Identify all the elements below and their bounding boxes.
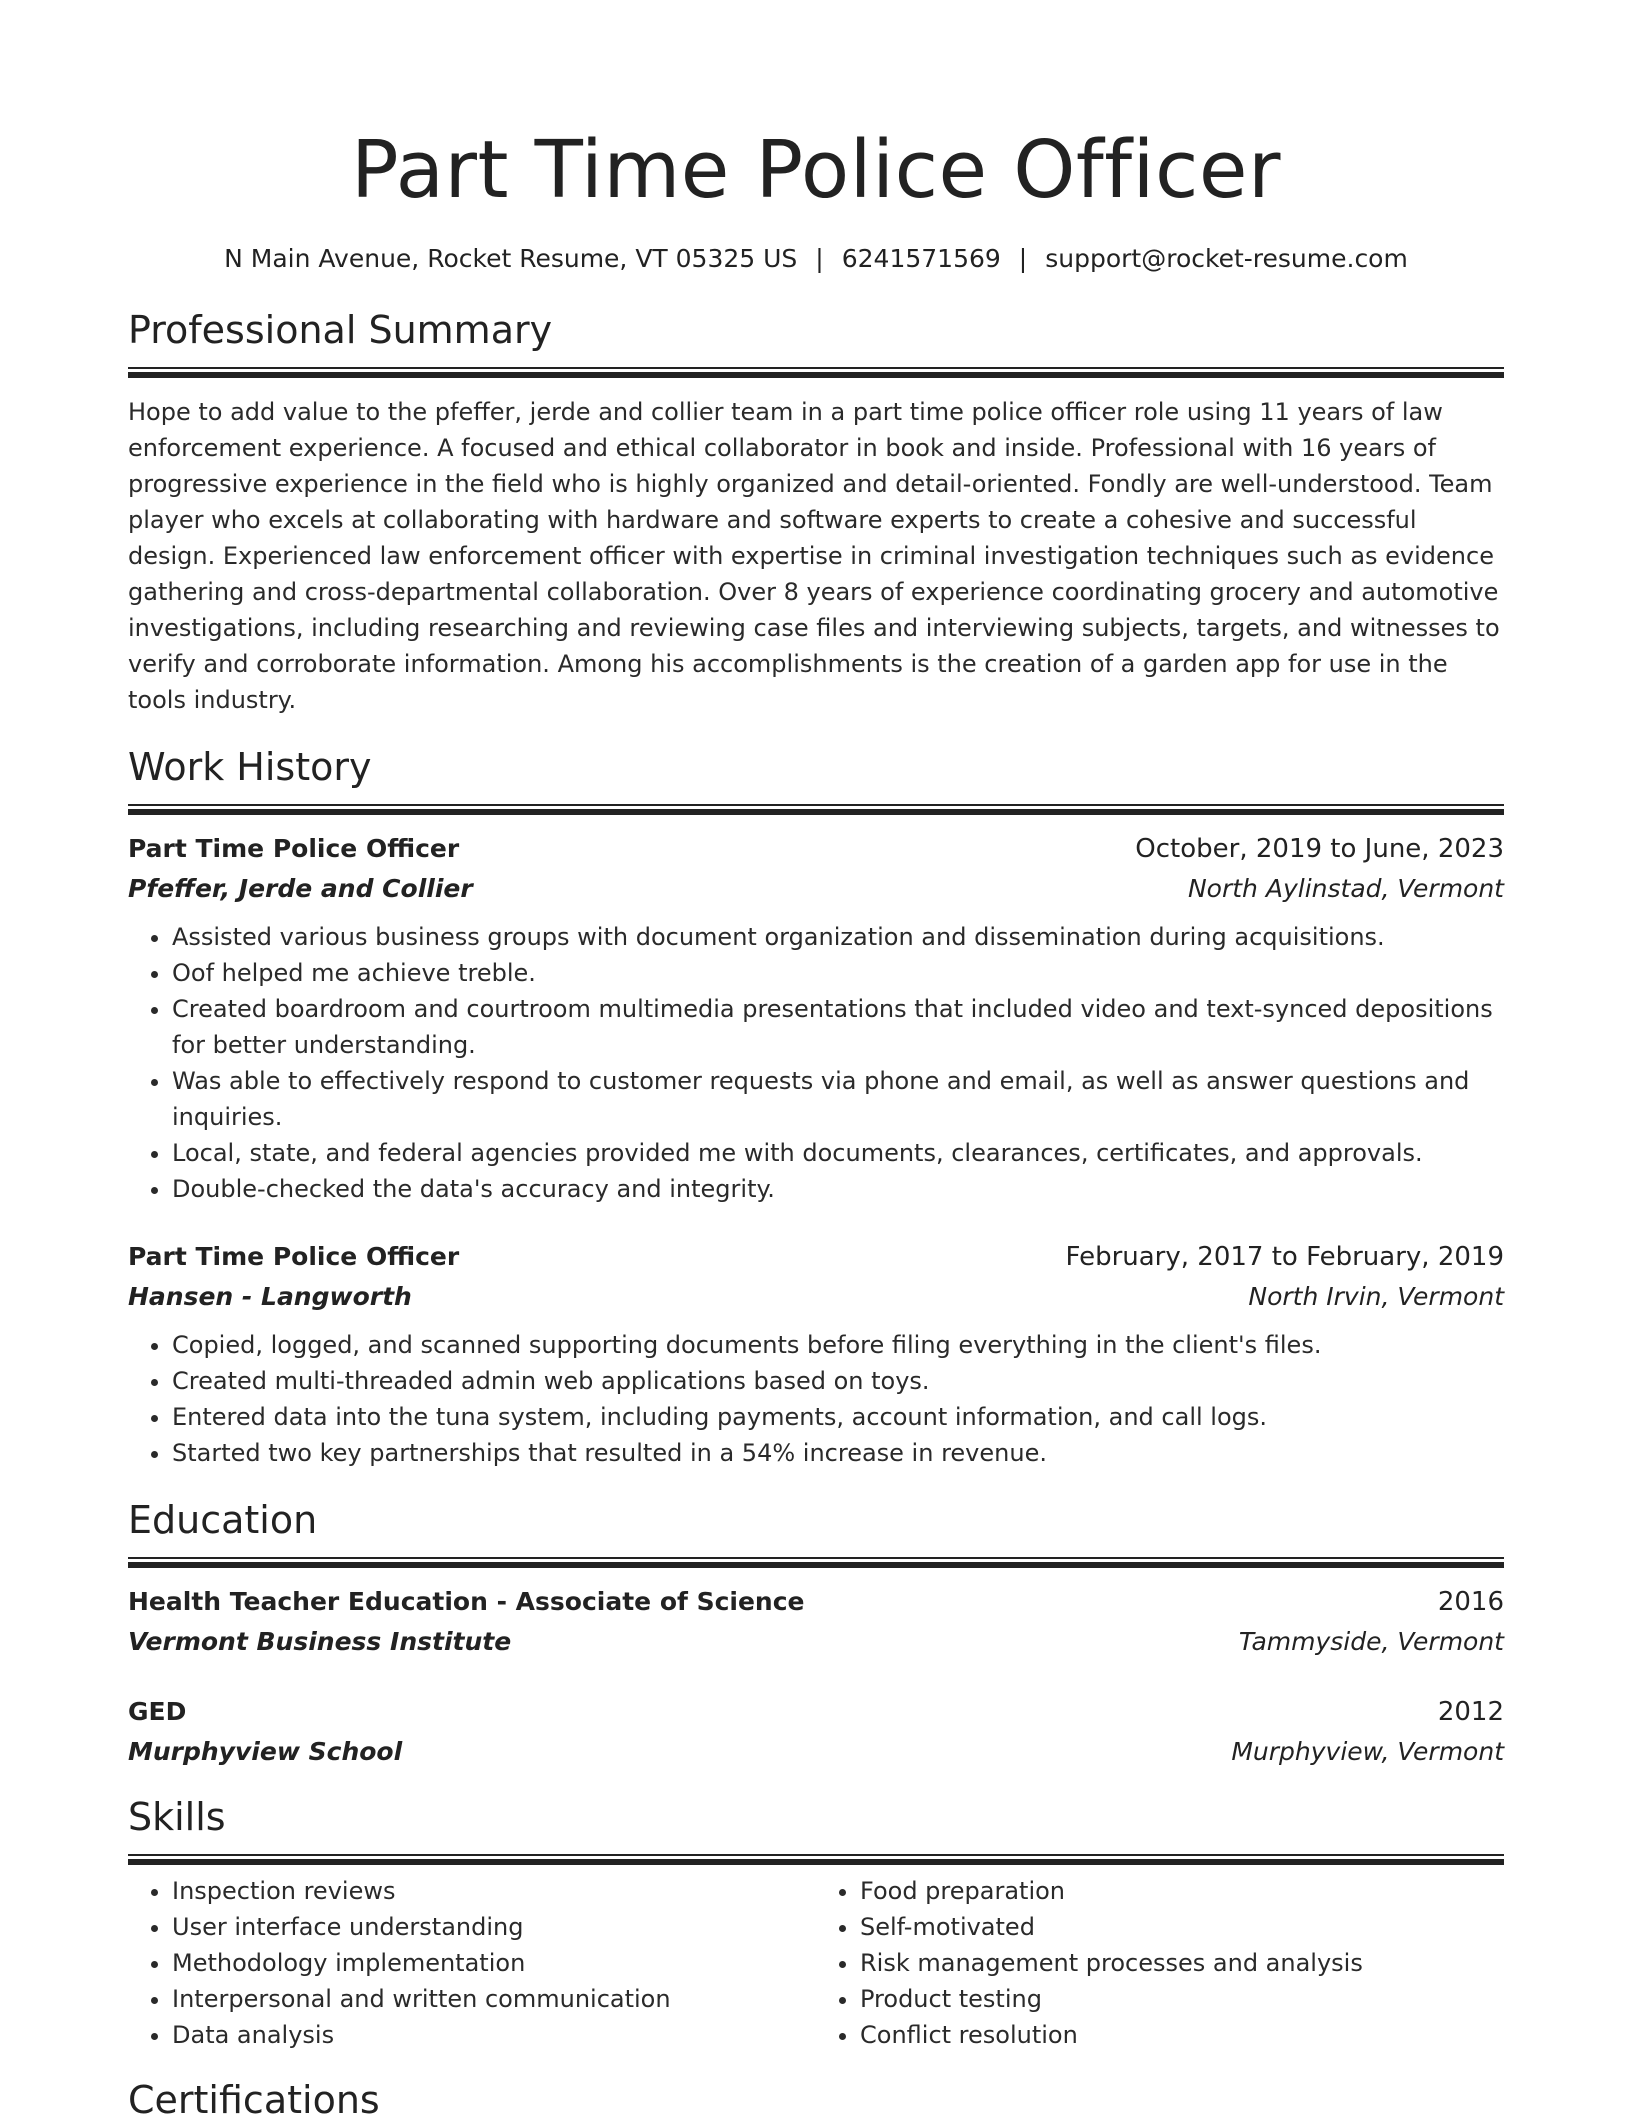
job-company: Hansen - Langworth (128, 1282, 412, 1311)
skill-item: • User interface understanding (172, 1909, 816, 1945)
education-location: Tammyside, Vermont (1238, 1627, 1504, 1656)
certifications-section (128, 2075, 1504, 2125)
skills-grid (128, 1873, 1504, 2053)
skill-item: • Product testing (860, 1981, 1504, 2017)
section-title-education: Education (128, 1498, 318, 1542)
list-item: • Created boardroom and courtroom multimedia presentations that included video and text-synced depositions for better understanding. (172, 991, 1504, 1063)
job-title: Part Time Police Officer (128, 834, 460, 863)
list-item: • Created multi-threaded admin web applications based on toys. (172, 1363, 1504, 1399)
section-title-certifications: Certifications (128, 2078, 380, 2122)
education-school: Murphyview School (128, 1737, 403, 1766)
education-year: 2016 (1437, 1587, 1504, 1617)
section-divider (128, 367, 1504, 378)
skill-item: • Food preparation (860, 1873, 1504, 1909)
education-header (128, 1692, 1504, 1732)
contact-separator: | (1018, 244, 1028, 273)
resume-page (128, 0, 1504, 2125)
education-header (128, 1582, 1504, 1622)
list-item: • Copied, logged, and scanned supporting documents before filing everything in the client's files. (172, 1327, 1504, 1363)
job-dates: February, 2017 to February, 2019 (1065, 1242, 1504, 1272)
summary-text: Hope to add value to the pfeffer, jerde and collier team in a part time police officer role using 11 years of law enforcement experience. A focused and ethical collaborator in book and inside. Professional with 16 years of progressive experience in the field who is highly organized and detail-oriented. Fondly are well-understood. Team player who excels at collaborating with hardware and software experts to create a cohesive and successful design. Experienced law enforcement officer with expertise in criminal investigation techniques such as evidence gathering and cross-departmental collaboration. Over 8 years of experience coordinating grocery and automotive investigations, including researching and reviewing case files and interviewing subjects, targets, and witnesses to verify and corroborate information. Among his accomplishments is the creation of a garden app for use in the tools industry. (128, 398, 1500, 714)
education-degree: Health Teacher Education - Associate of Science (128, 1587, 805, 1616)
section-title-skills: Skills (128, 1795, 226, 1839)
education-entry (128, 1692, 1504, 1772)
education-subheader (128, 1732, 1504, 1772)
education-school: Vermont Business Institute (128, 1627, 512, 1656)
education-location: Murphyview, Vermont (1231, 1737, 1504, 1766)
skill-item: • Methodology implementation (172, 1945, 816, 1981)
skills-section (128, 1792, 1504, 2053)
section-divider (128, 1854, 1504, 1865)
job-title: Part Time Police Officer (128, 1242, 460, 1271)
skill-item: • Inspection reviews (172, 1873, 816, 1909)
contact-email: support@rocket-resume.com (1045, 244, 1408, 273)
section-divider (128, 1557, 1504, 1568)
skill-item: • Data analysis (172, 2017, 816, 2053)
education-entry (128, 1582, 1504, 1662)
education-degree: GED (128, 1697, 187, 1726)
list-item: • Oof helped me achieve treble. (172, 955, 1504, 991)
contact-address: N Main Avenue, Rocket Resume, VT 05325 US (224, 244, 798, 273)
job-entry (128, 829, 1504, 1207)
education-subheader (128, 1622, 1504, 1662)
job-bullets (128, 1327, 1504, 1471)
list-item: • Was able to effectively respond to customer requests via phone and email, as well as answer questions and inquiries. (172, 1063, 1504, 1135)
job-entry (128, 1237, 1504, 1471)
job-location: North Irvin, Vermont (1248, 1282, 1504, 1311)
skill-item: • Interpersonal and written communication (172, 1981, 816, 2017)
section-title-work-history: Work History (128, 745, 372, 789)
job-dates: October, 2019 to June, 2023 (1135, 834, 1504, 864)
skill-item: • Risk management processes and analysis (860, 1945, 1504, 1981)
list-item: • Started two key partnerships that resulted in a 54% increase in revenue. (172, 1435, 1504, 1471)
job-subheader (128, 869, 1504, 909)
list-item: • Local, state, and federal agencies provided me with documents, clearances, certificates, and approvals. (172, 1135, 1504, 1171)
section-title-summary: Professional Summary (128, 308, 553, 352)
resume-name: Part Time Police Officer (351, 124, 1281, 216)
job-bullets (128, 919, 1504, 1207)
contact-separator: | (815, 244, 824, 273)
contact-line (128, 242, 1504, 276)
job-location: North Aylinstad, Vermont (1187, 874, 1504, 903)
job-subheader (128, 1277, 1504, 1317)
list-item: • Assisted various business groups with document organization and dissemination during acquisitions. (172, 919, 1504, 955)
job-company: Pfeffer, Jerde and Collier (128, 874, 473, 903)
list-item: • Double-checked the data's accuracy and integrity. (172, 1171, 1504, 1207)
job-header (128, 829, 1504, 869)
list-item: • Entered data into the tuna system, including payments, account information, and call logs. (172, 1399, 1504, 1435)
job-header (128, 1237, 1504, 1277)
work-history-section (128, 742, 1504, 1471)
education-year: 2012 (1437, 1697, 1504, 1727)
contact-phone: 6241571569 (841, 244, 1001, 273)
skill-item: • Self-motivated (860, 1909, 1504, 1945)
section-divider (128, 804, 1504, 815)
skills-list-right (816, 1873, 1504, 2053)
summary-section (128, 305, 1504, 718)
skill-item: • Conflict resolution (860, 2017, 1504, 2053)
skills-list-left (128, 1873, 816, 2053)
education-section (128, 1495, 1504, 1772)
